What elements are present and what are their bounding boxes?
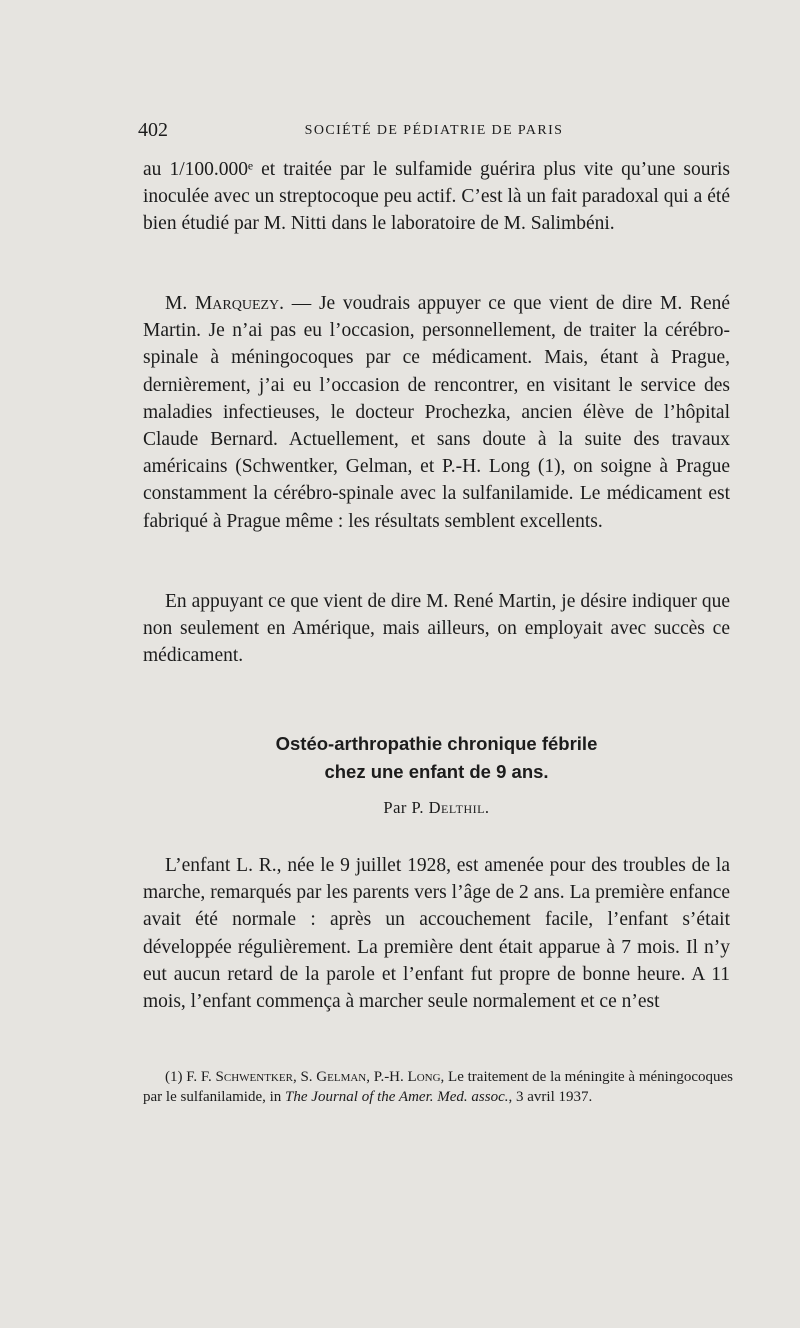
footnote-text: , Le traitement de la méningite à méningocoques par le sulfanilamide, in [143,1069,733,1105]
article-title-line1: Ostéo-arthropathie chronique fébrile [275,733,598,754]
paragraph-text: L’enfant L. R., née le 9 juillet 1928, est amenée pour des troubles de la marche, remarqués par les parents vers l’âge de 2 ans. La première enfance avait été normale : après un accouchement facile, l’enfant s’était développée régulièrement. La première dent était apparue à 7 mois. Il n’y eut aucun retard de la parole et l’enfant fut propre de bonne heure. A 11 mois, l’enfant commença à marcher seule normalement et ce n’est [143,855,730,1013]
author-prefix: Par P. [383,798,429,817]
author-name: Delthil. [428,798,490,817]
article-title-line2: chez une enfant de 9 ans. [324,761,549,782]
footnote-date: , 3 avril 1937. [508,1089,593,1105]
paragraph-case-report [143,852,730,1015]
running-title: SOCIÉTÉ DE PÉDIATRIE DE PARIS [304,123,564,138]
footnote: (1) F. F. Schwentker, S. Gelman, P.-H. Long, Le traitement de la méningite à méningocoques par le sulfanilamide, in The Journal of the Amer. Med. assoc., 3 avril 1937. [143,1069,733,1105]
paragraph-text: au 1/100.000ᵉ et traitée par le sulfamide guérira plus vite qu’une souris inoculée avec un streptocoque peu actif. C’est là un fait paradoxal qui a été bien étudié par M. Nitti dans le laboratoire de M. Salimbéni. [143,159,730,235]
footnote-journal: The Journal of the Amer. Med. assoc. [285,1089,509,1105]
article-author [143,798,730,818]
speaker-prefix: M. [165,293,195,314]
footnote-marker: (1) F. F. [165,1069,216,1085]
footnote-author: Long [407,1069,441,1085]
paragraph-appuyant [143,588,730,670]
paragraph-text: En appuyant ce que vient de dire M. René Martin, je désire indiquer que non seulement en Amérique, mais ailleurs, on employait avec succès ce médicament. [143,591,730,667]
footnote-author: Gelman [316,1069,367,1085]
page-number: 402 [138,119,168,141]
paragraph-marquezy [143,290,730,535]
paragraph-text: — Je voudrais appuyer ce que vient de dire M. René Martin. Je n’ai pas eu l’occasion, personnellement, de traiter la cérébro-spinale à méningocoques par ce médicament. Mais, étant à Prague, dernièrement, j’ai eu l’occasion de rencontrer, en visitant le service des maladies infectieuses, le docteur Prochezka, ancien élève de l’hôpital Claude Bernard. Actuellement, et sans doute à la suite des travaux américains (Schwentker, Gelman, et P.-H. Long (1), on soigne à Prague constamment la cérébro-spinale avec la sulfanilamide. Le médicament est fabriqué à Prague même : les résultats semblent excellents. [143,293,730,532]
footnote-author: Schwentker [215,1069,293,1085]
paragraph-continuation [143,156,730,238]
speaker-name: Marquezy. [194,293,285,314]
